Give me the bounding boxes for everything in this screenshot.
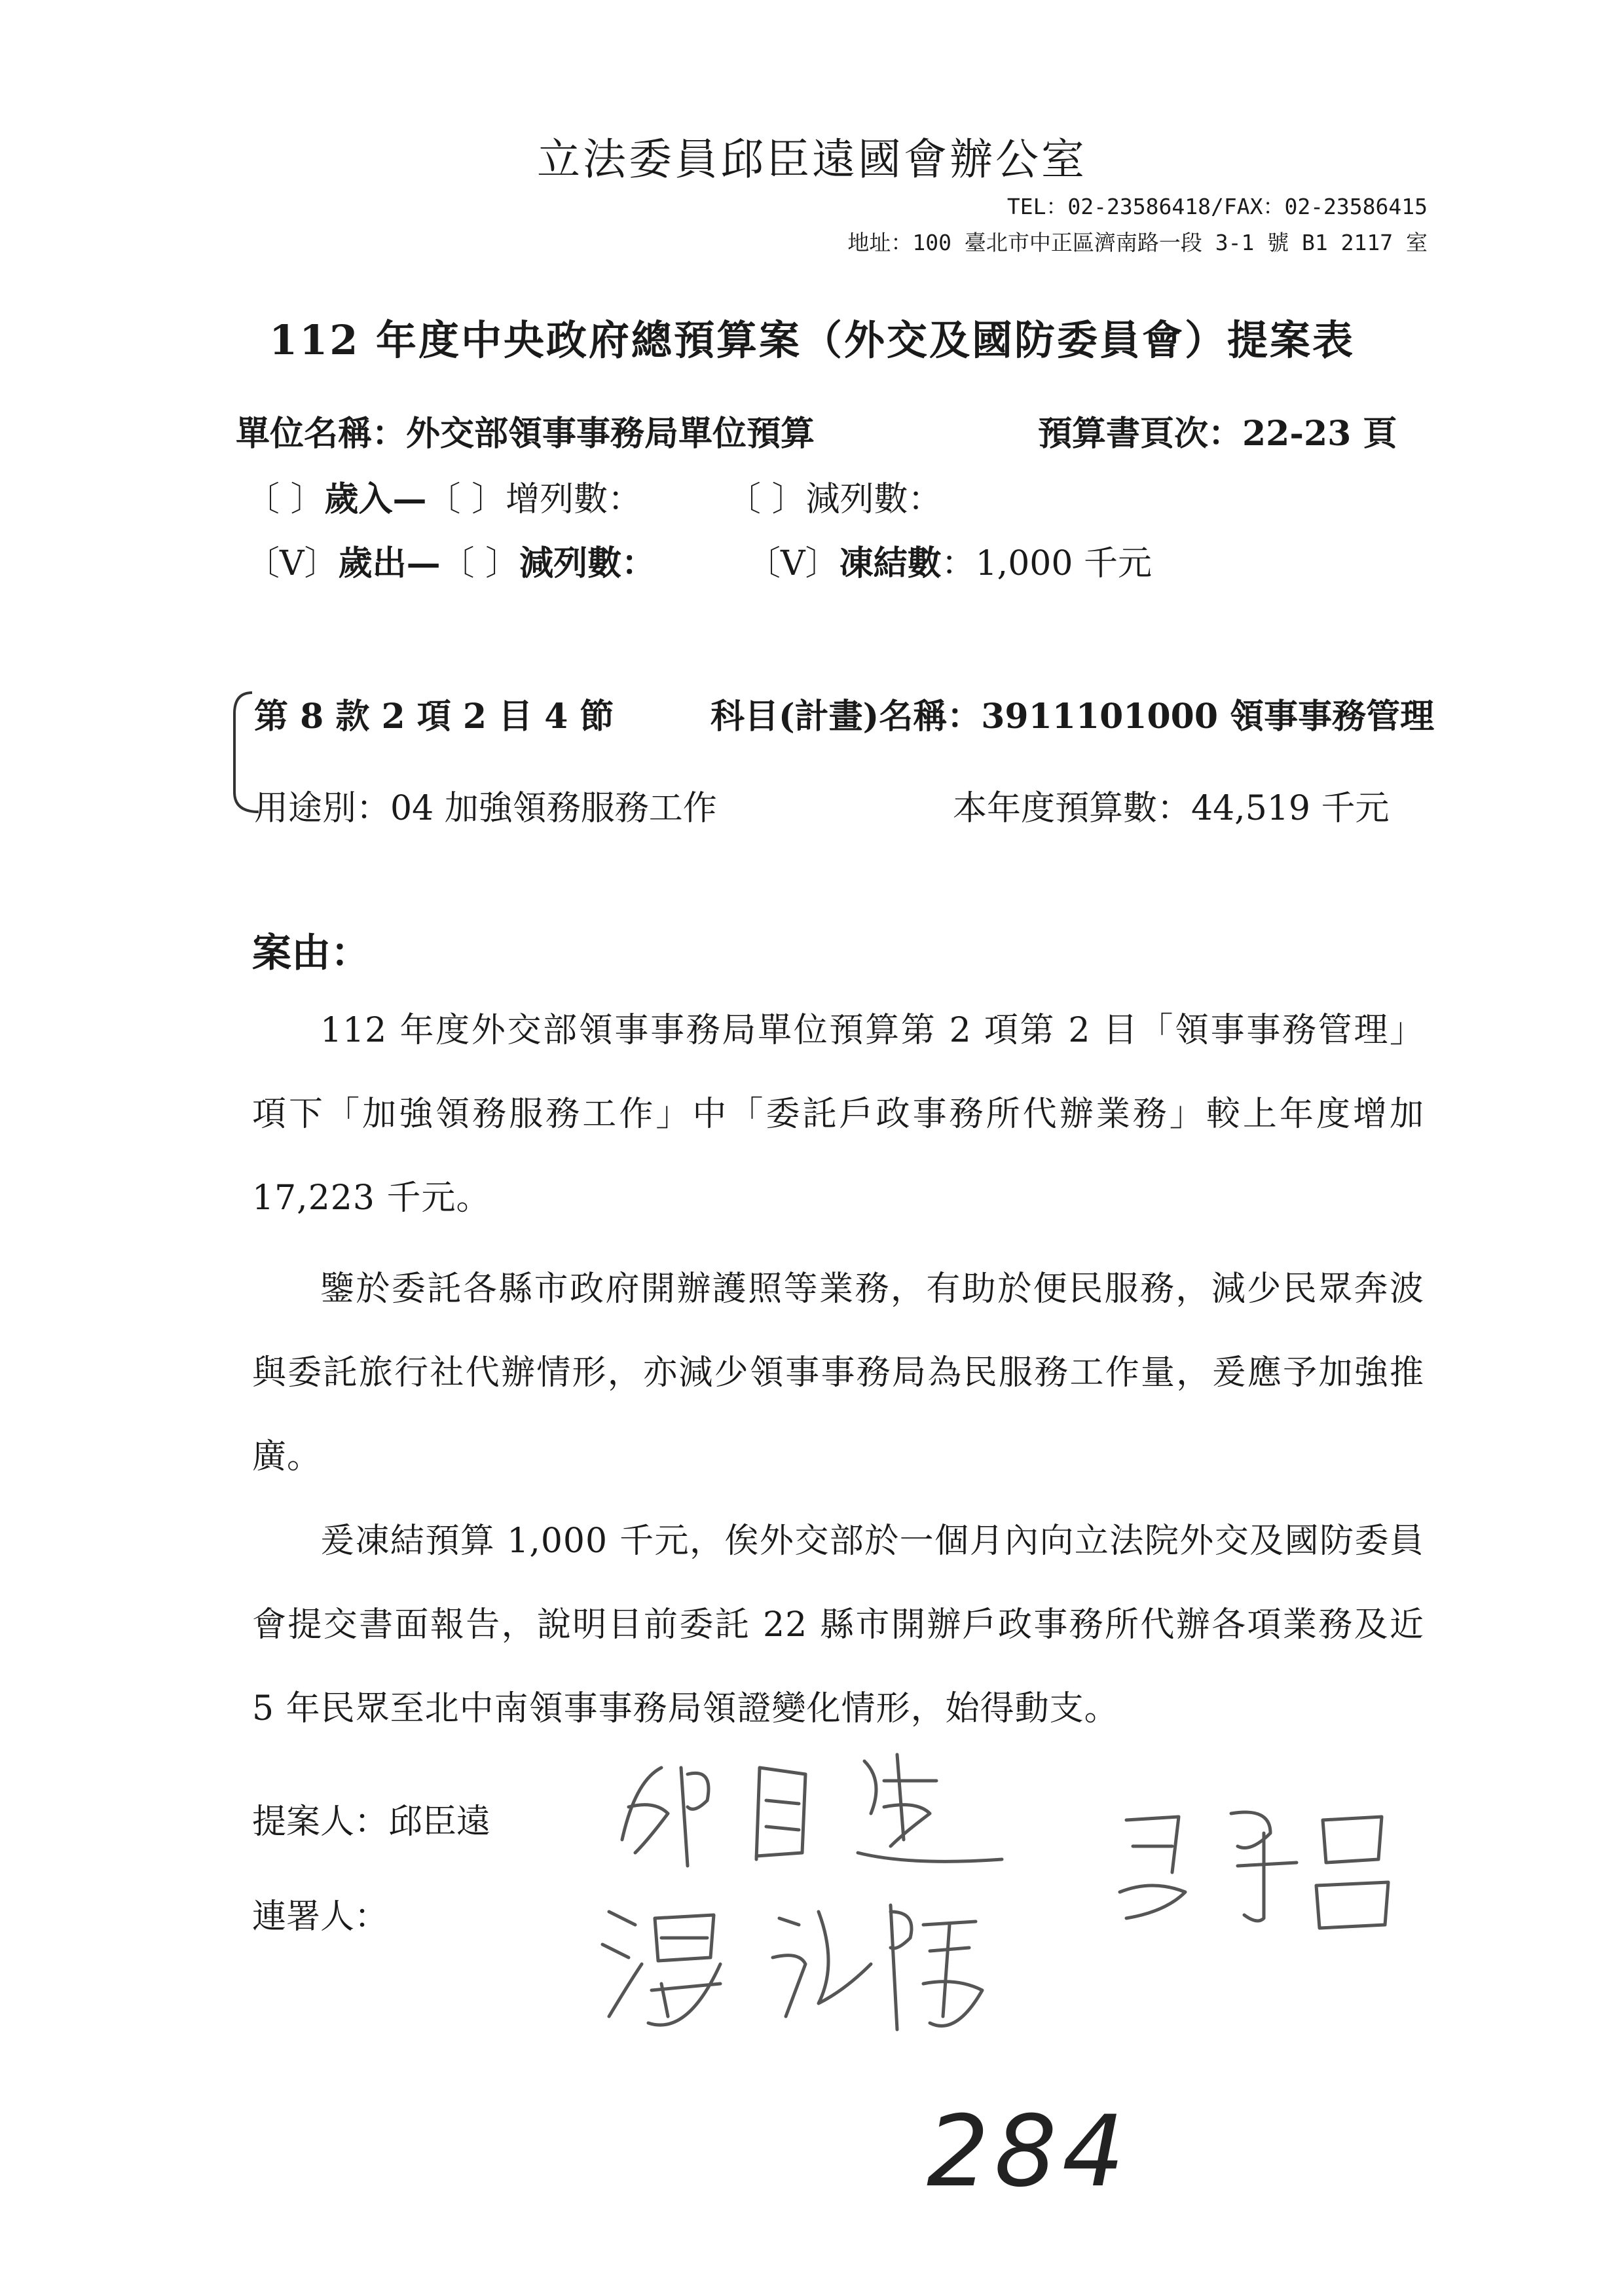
expenditure-freeze [747,536,1152,585]
purpose: 用途別：04 加強領務服務工作 [254,789,717,828]
revenue-checkbox: 〔 〕 [246,480,325,519]
budget-page-ref: 預算書頁次：22-23 頁 [1038,414,1397,454]
revenue-increase-checkbox: 〔 〕 [426,480,506,519]
office-name: 立法委員邱臣遠國會辦公室 [537,134,1087,185]
expenditure-checkbox: 〔V〕 [246,544,339,583]
freeze-amount: ：1,000 千元 [941,544,1152,583]
expenditure-decrease-label: 減列數： [519,543,656,583]
expenditure-decrease-checkbox: 〔 〕 [440,544,520,583]
reason-paragraph-1: 112 年度外交部領事事務局單位預算第 2 項第 2 目「領事事務管理」項下「加強領務服務工作」中「委託戶政事務所代辦業務」較上年度增加 17,223 千元。 [252,1011,1424,1218]
proposer-signature [609,1741,1015,1886]
item-code: 第 8 款 2 項 2 目 4 節 [254,697,614,737]
revenue-label: 歲入— [324,479,427,519]
page-number: 284 [927,2095,1130,2209]
cosigner-signature-1 [1107,1794,1414,1938]
revenue-decrease-checkbox: 〔 〕 [727,480,806,519]
unit-name: 單位名稱：外交部領事事務局單位預算 [236,414,815,454]
expenditure-row [246,536,655,585]
revenue-row [246,471,642,520]
address-line: 地址：100 臺北市中正區濟南路一段 3-1 號 B1 2117 室 [847,230,1428,255]
contact-line: TEL：02-23586418/FAX：02-23586415 [1006,194,1428,219]
subject-name: 科目(計畫)名稱：3911101000 領事事務管理 [710,697,1435,737]
revenue-decrease-label: 減列數： [805,480,942,519]
revenue-increase-label: 增列數： [506,480,642,519]
freeze-checkbox: 〔V〕 [747,544,840,583]
freeze-label: 凍結數 [839,543,942,583]
cosigner-label: 連署人： [252,1897,389,1937]
reason-heading: 案由： [252,930,370,976]
form-title: 112 年度中央政府總預算案（外交及國防委員會）提案表 [268,316,1355,364]
expenditure-label: 歲出— [338,543,441,583]
cosigner-signature-2 [589,1886,995,2049]
budget-amount: 本年度預算數：44,519 千元 [953,789,1390,828]
reason-paragraph-2: 鑒於委託各縣市政府開辦護照等業務，有助於便民服務，減少民眾奔波與委託旅行社代辦情形，亦減少領事事務局為民服務工作量，爰應予加強推廣。 [252,1269,1424,1476]
revenue-decrease [727,471,942,520]
proposer-label: 提案人：邱臣遠 [252,1802,491,1842]
reason-paragraph-3: 爰凍結預算 1,000 千元，俟外交部於一個月內向立法院外交及國防委員會提交書面報告，說明目前委託 22 縣市開辦戶政事務所代辦各項業務及近 5 年民眾至北中南領事事務局領證變化情形，始得動支。 [252,1522,1424,1728]
